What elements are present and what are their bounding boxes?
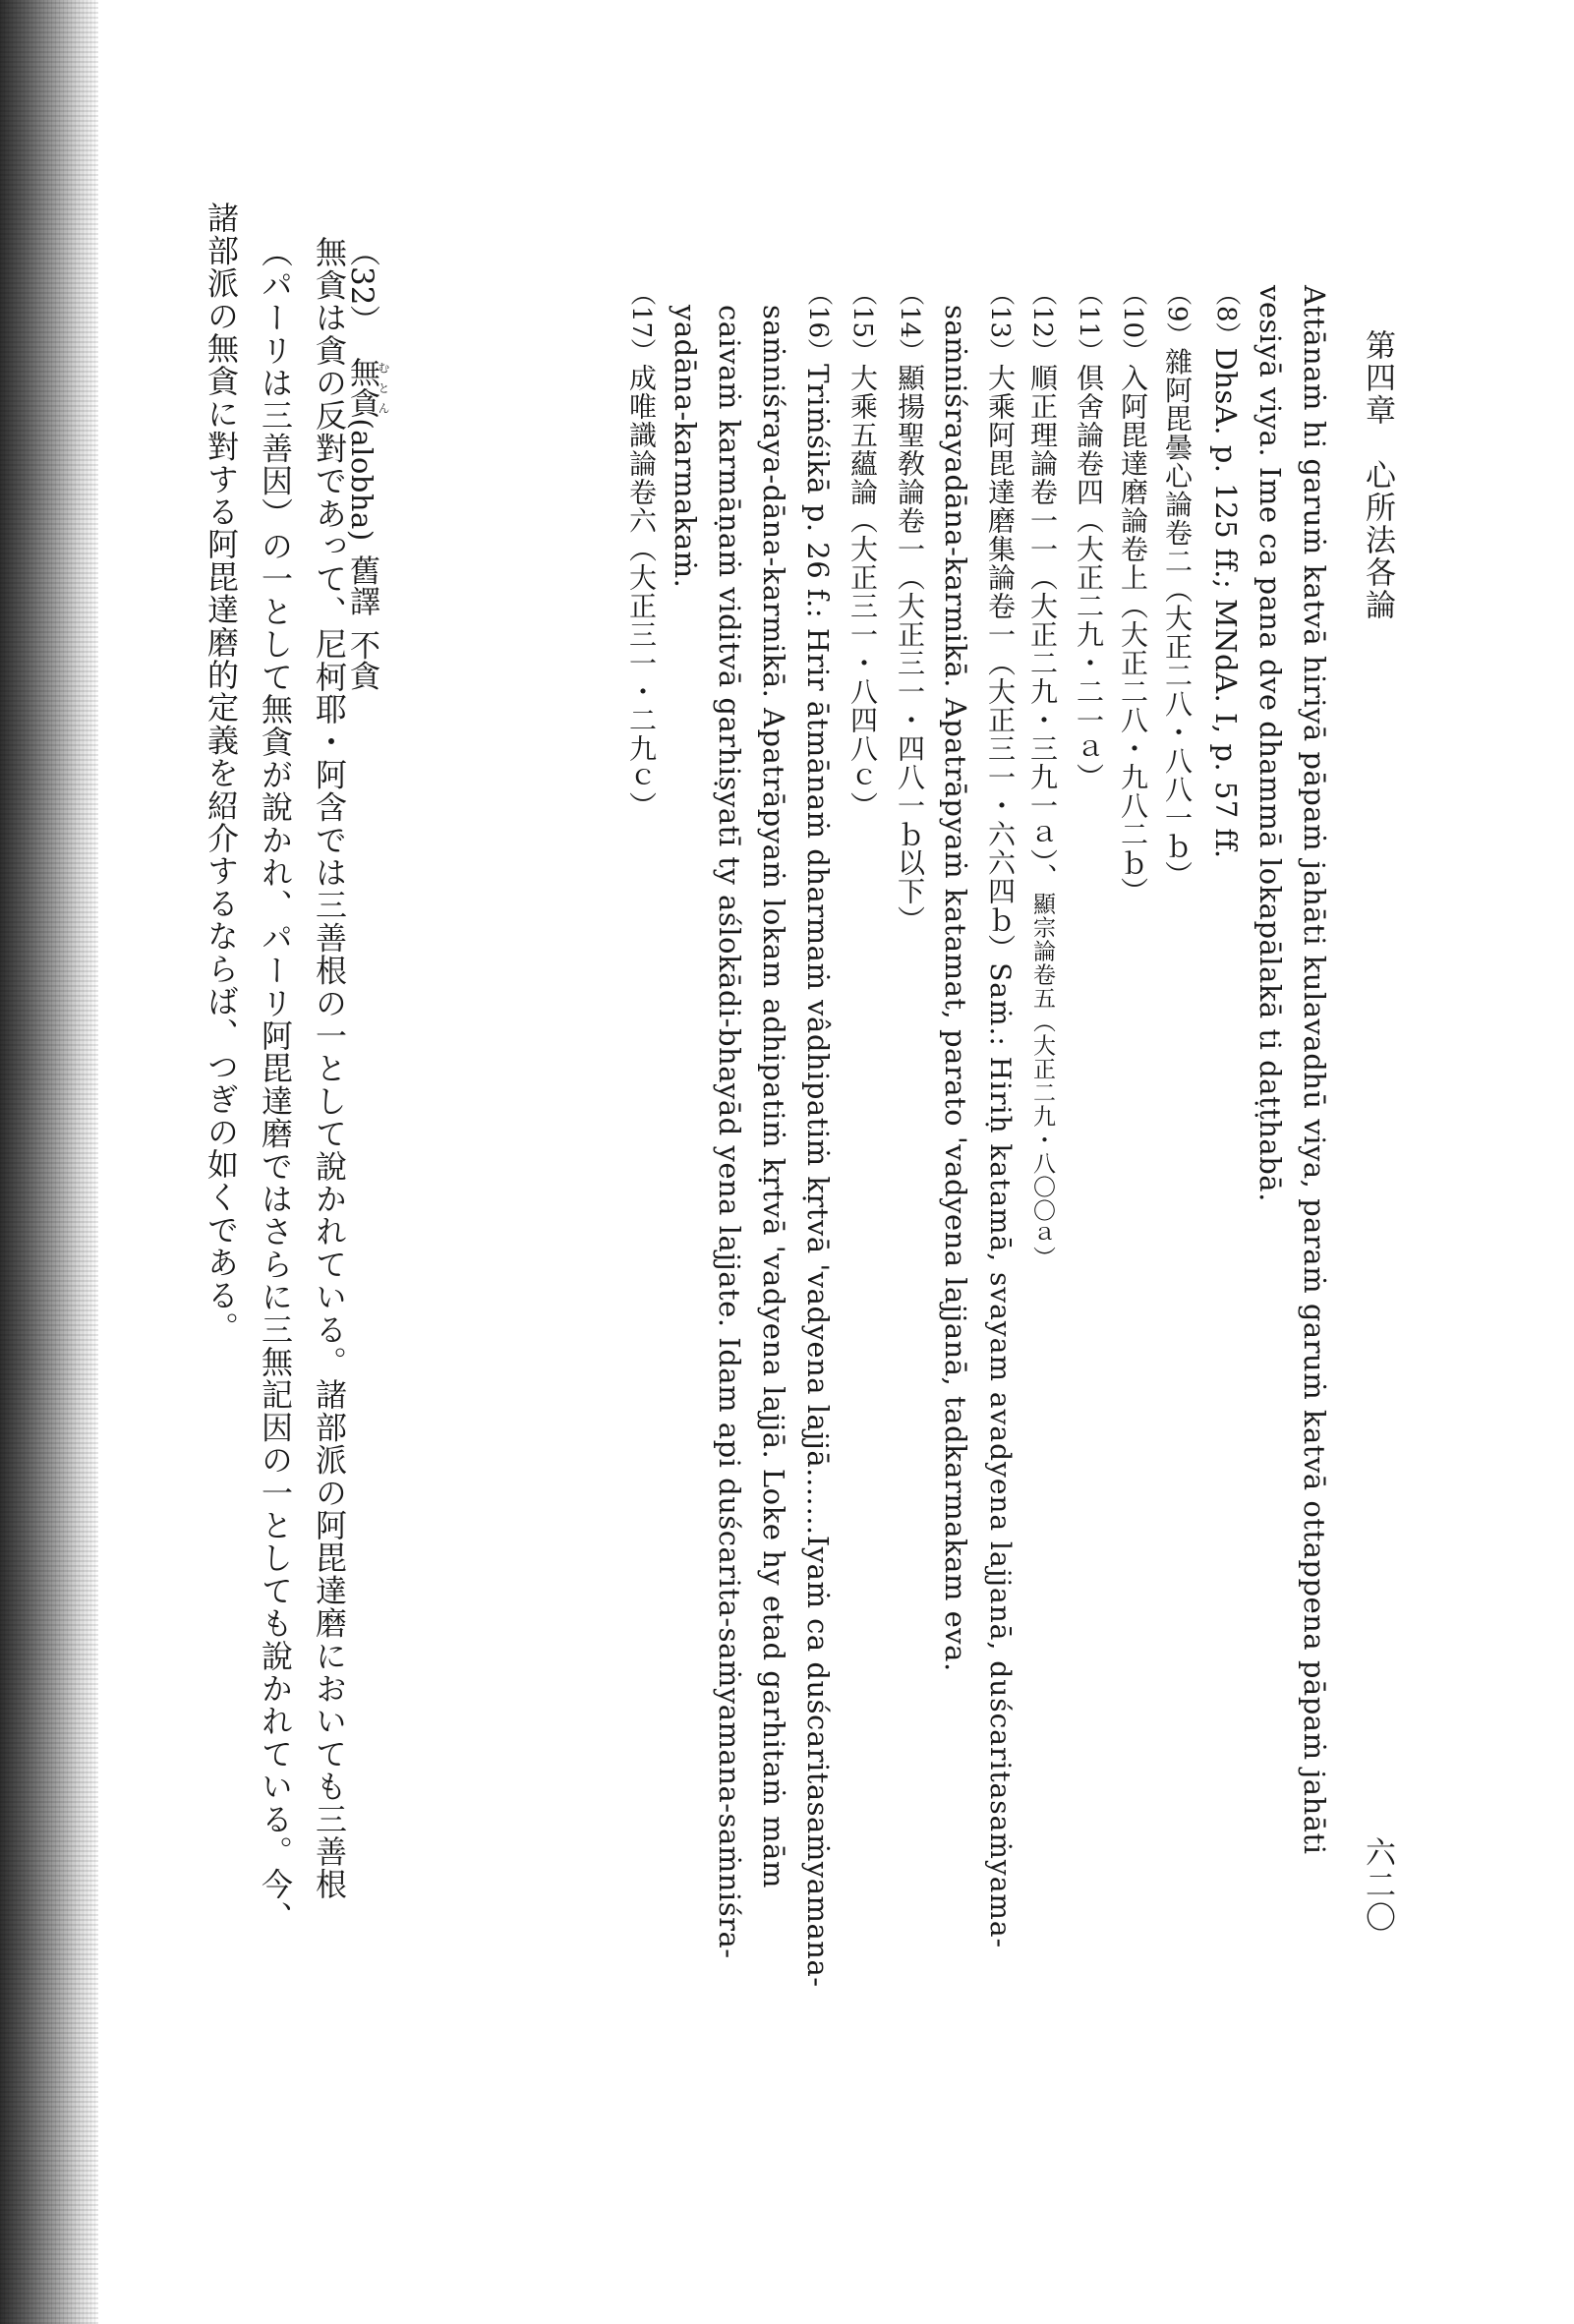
footnote-text: Triṁśikā p. 26 f.: Hrir ātmānaṁ dharmaṁ vâdhipatiṁ kṛtvā 'vadyena lajjā.……Iyaṁ ca duścaritasaṁyamana- bbox=[801, 364, 835, 1988]
footnote-text: 入阿毘達磨論卷上（大正二八・九八二ｂ） bbox=[1117, 364, 1149, 906]
footnote-marker: （17） bbox=[626, 280, 656, 365]
footnote-marker: （11） bbox=[1074, 280, 1103, 365]
footnote-17 bbox=[625, 280, 658, 821]
section-heading bbox=[346, 236, 389, 691]
footnote-marker: （13） bbox=[985, 280, 1015, 365]
footnote-13-continuation: saṁniśrayadāna-karmikā. Apatrāpyaṁ katamat, parato 'vadyena lajjanā, tadkarmakam eva. bbox=[939, 305, 972, 1672]
body-line-2: （パーリは三善因）の一として無貪が說かれ、パーリ阿毘達磨ではさらに三無記因の一としても說かれている。今、 bbox=[257, 236, 294, 1934]
footnote-16-continuation-3: yadāna-karmakaṁ. bbox=[669, 305, 702, 589]
footnote-15 bbox=[846, 280, 879, 821]
footnote-12 bbox=[1026, 280, 1059, 1270]
footnote-16-continuation-2: caivaṁ karmāṇaṁ viditvā garhiṣyatī ty aślokādi-bhayād yena lajjate. Idam api duścarita-saṁyamana-saṁniśra- bbox=[713, 305, 746, 1959]
footnote-text: 順正理論卷一一（大正二九・三九一ａ）、 bbox=[1026, 364, 1059, 893]
footnote-text-small: 顯宗論卷五（大正二九・八〇〇ａ） bbox=[1029, 892, 1055, 1270]
old-translation-label: 舊譯 bbox=[344, 554, 379, 616]
footnote-text: 成唯識論卷六（大正三一・二九ｃ） bbox=[625, 364, 658, 821]
footnote-marker: （9） bbox=[1162, 280, 1192, 348]
footnote-marker: （10） bbox=[1118, 280, 1147, 365]
footnote-marker: （16） bbox=[803, 280, 833, 365]
section-pali: (alobha) bbox=[345, 418, 379, 542]
footnote-marker: （12） bbox=[1027, 280, 1057, 365]
footnote-text: 倶舍論卷四（大正二九・二一ａ） bbox=[1073, 364, 1105, 792]
section-term: 無貪むとん bbox=[344, 357, 390, 419]
footnote-16 bbox=[801, 280, 835, 1988]
pali-quote-line-2: vesiyā viya. Ime ca pana dve dhammā lokapālakā ti daṭṭhabā. bbox=[1253, 285, 1287, 1202]
footnote-10 bbox=[1117, 280, 1149, 906]
footnote-text: 雜阿毘曇心論卷二（大正二八・八八一ｂ） bbox=[1161, 347, 1194, 890]
footnote-11 bbox=[1073, 280, 1105, 792]
footnote-marker: （14） bbox=[895, 280, 924, 365]
body-line-3: 諸部派の無貪に對する阿毘達磨的定義を紹介するならば、つぎの如くである。 bbox=[203, 202, 240, 1344]
old-translation: 不貪 bbox=[344, 629, 379, 691]
footnote-13 bbox=[984, 280, 1017, 1949]
chapter-title: 第四章 心所法各論 bbox=[1360, 329, 1395, 621]
footnote-8 bbox=[1209, 280, 1243, 859]
pali-quote-line-1: Attānaṁ hi garuṁ katvā hiriyā pāpaṁ jahāti kulavadhū viya, paraṁ garuṁ katvā ottappena pāpaṁ jahāti bbox=[1298, 285, 1331, 1855]
footnote-marker: （8） bbox=[1211, 280, 1241, 348]
page-number: 六二〇 bbox=[1360, 1836, 1395, 1934]
section-term-ruby: むとん bbox=[377, 357, 390, 419]
footnote-text: DhsA. p. 125 ff.; MNdA. I, p. 57 ff. bbox=[1209, 347, 1243, 859]
body-line-1: 無貪は貪の反對であって、尼柯耶・阿含では三善根の一として說かれている。諸部派の阿毘達磨においても三善根 bbox=[311, 236, 348, 1901]
footnote-text: 大乘阿毘達磨集論卷一（大正三一・六六四ｂ）Saṁ.: Hiriḥ katamā, svayam avadyena lajjanā, duścaritasaṁyama- bbox=[984, 364, 1017, 1949]
footnote-marker: （15） bbox=[847, 280, 877, 365]
section-number: （32） bbox=[344, 236, 379, 336]
footnote-14 bbox=[894, 280, 926, 935]
footnote-9 bbox=[1161, 280, 1194, 890]
footnote-text: 大乘五蘊論（大正三一・八四八ｃ） bbox=[846, 364, 879, 821]
footnote-text: 顯揚聖敎論卷一（大正三一・四八一ｂ以下） bbox=[894, 364, 926, 935]
footnote-16-continuation-1: saṁniśraya-dāna-karmikā. Apatrāpyaṁ lokam adhipatiṁ kṛtvā 'vadyena lajjā. Loke hy etad garhitaṁ mām bbox=[757, 305, 790, 1888]
